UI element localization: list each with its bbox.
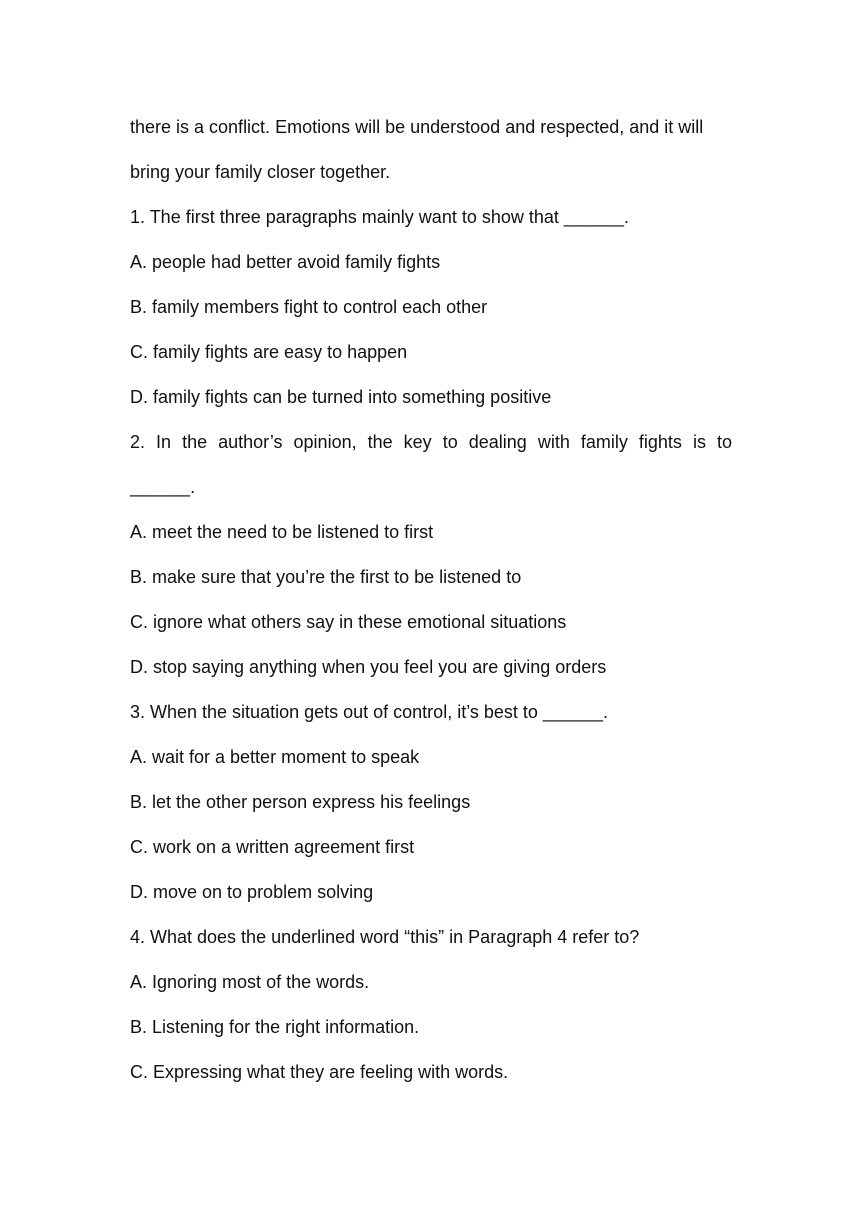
question-stem: 3. When the situation gets out of control, it’s best to ______.	[130, 702, 608, 722]
answer-option: D. stop saying anything when you feel you are giving orders	[130, 657, 607, 677]
answer-option: D. move on to problem solving	[130, 882, 374, 902]
answer-option: A. wait for a better moment to speak	[130, 747, 420, 767]
answer-option: C. work on a written agreement first	[130, 837, 415, 857]
answer-option: B. family members fight to control each other	[130, 297, 488, 317]
document-body	[130, 105, 732, 1095]
question-stem: 4. What does the underlined word “this” in Paragraph 4 refer to?	[130, 927, 640, 947]
question-stem-continuation: ______.	[130, 477, 196, 497]
answer-option: B. make sure that you’re the first to be listened to	[130, 567, 522, 587]
passage-line: there is a conflict. Emotions will be understood and respected, and it will	[130, 117, 704, 137]
answer-option: A. meet the need to be listened to first	[130, 522, 434, 542]
question-stem: 2. In the author’s opinion, the key to dealing with family fights is to	[130, 432, 732, 452]
answer-option: D. family fights can be turned into something positive	[130, 387, 552, 407]
answer-option: A. people had better avoid family fights	[130, 252, 441, 272]
answer-option: B. let the other person express his feelings	[130, 792, 471, 812]
answer-option: C. family fights are easy to happen	[130, 342, 408, 362]
passage-line: bring your family closer together.	[130, 162, 391, 182]
answer-option: C. ignore what others say in these emotional situations	[130, 612, 567, 632]
answer-option: C. Expressing what they are feeling with words.	[130, 1062, 509, 1082]
answer-option: B. Listening for the right information.	[130, 1017, 420, 1037]
question-stem: 1. The first three paragraphs mainly want to show that ______.	[130, 207, 629, 227]
answer-option: A. Ignoring most of the words.	[130, 972, 370, 992]
